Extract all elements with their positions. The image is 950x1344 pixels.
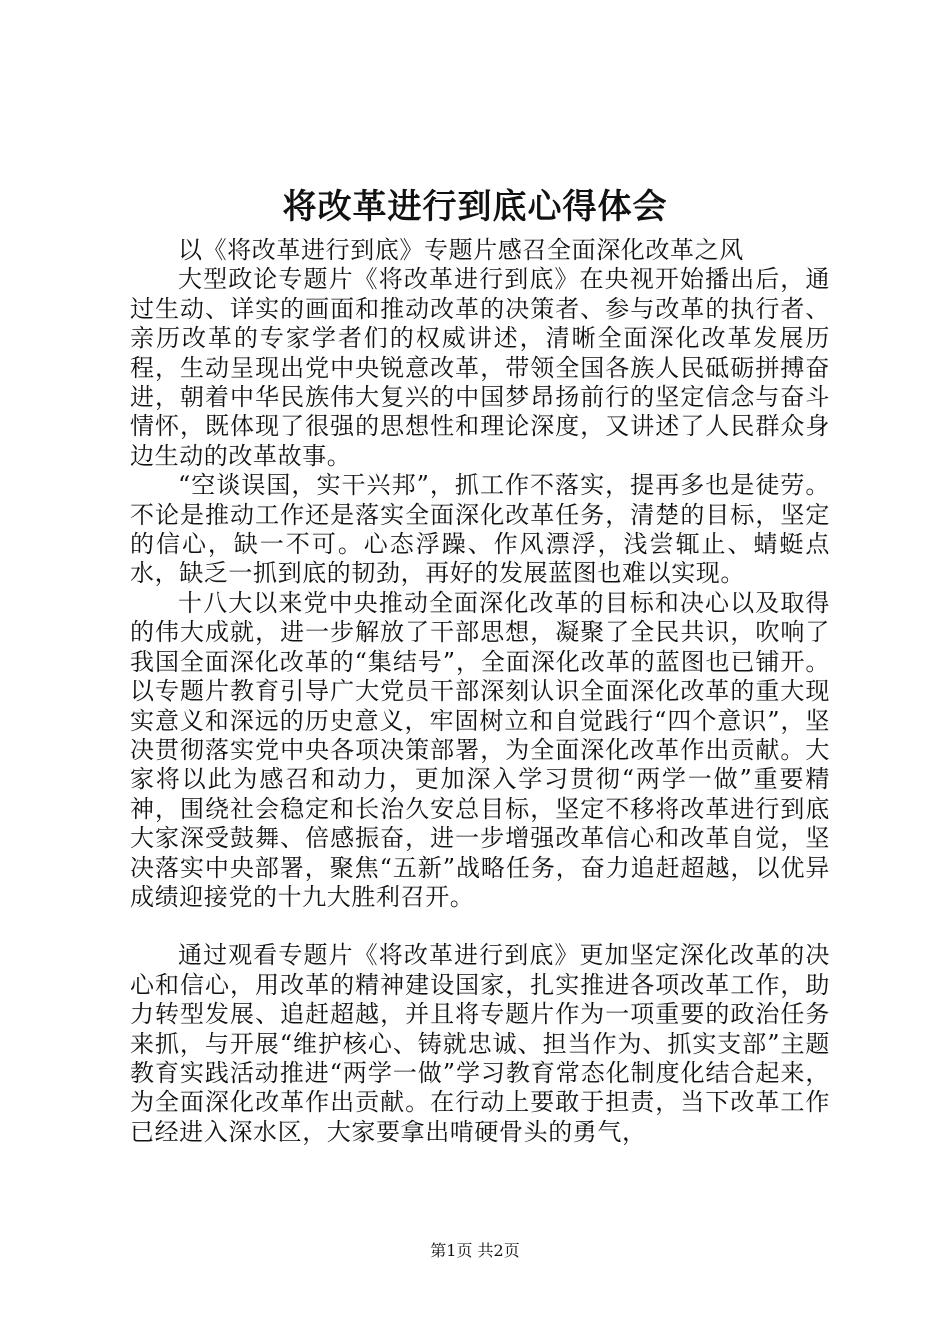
page-number: 第1页 共2页 bbox=[430, 1241, 520, 1260]
document-body bbox=[130, 236, 830, 1147]
body-paragraph-2: “空谈误国，实干兴邦”，抓工作不落实，提再多也是徒劳。不论是推动工作还是落实全面深化改革任务，清楚的目标，坚定的信心，缺一不可。心态浮躁、作风漂浮，浅尝辄止、蜻蜓点水，缺乏一抓到底的韧劲，再好的发展蓝图也难以实现。 bbox=[130, 471, 830, 588]
document-title: 将改革进行到底心得体会 bbox=[282, 187, 668, 227]
body-paragraph-4: 通过观看专题片《将改革进行到底》更加坚定深化改革的决心和信心，用改革的精神建设国家，扎实推进各项改革工作，助力转型发展、追赶超越，并且将专题片作为一项重要的政治任务来抓，与开展“维护核心、铸就忠诚、担当作为、抓实支部”主题教育实践活动推进“两学一做”学习教育常态化制度化结合起来，为全面深化改革作出贡献。在行动上要敢于担责，当下改革工作已经进入深水区，大家要拿出啃硬骨头的勇气， bbox=[130, 941, 830, 1146]
body-paragraph-3: 十八大以来党中央推动全面深化改革的目标和决心以及取得的伟大成就，进一步解放了干部思想，凝聚了全民共识，吹响了我国全面深化改革的“集结号”，全面深化改革的蓝图也已铺开。以专题片教育引导广大党员干部深刻认识全面深化改革的重大现实意义和深远的历史意义，牢固树立和自觉践行“四个意识”，坚决贯彻落实党中央各项决策部署，为全面深化改革作出贡献。大家将以此为感召和动力，更加深入学习贯彻“两学一做”重要精神，围绕社会稳定和长治久安总目标，坚定不移将改革进行到底大家深受鼓舞、倍感振奋，进一步增强改革信心和改革自觉，坚决落实中央部署，聚焦“五新”战略任务，奋力追赶超越，以优异成绩迎接党的十九大胜利召开。 bbox=[130, 588, 830, 911]
subtitle-paragraph: 以《将改革进行到底》专题片感召全面深化改革之风 bbox=[178, 236, 744, 264]
body-paragraph-1: 大型政论专题片《将改革进行到底》在央视开始播出后，通过生动、详实的画面和推动改革的决策者、参与改革的执行者、亲历改革的专家学者们的权威讲述，清晰全面深化改革发展历程，生动呈现出党中央锐意改革，带领全国各族人民砥砺拼搏奋进，朝着中华民族伟大复兴的中国梦昂扬前行的坚定信念与奋斗情怀，既体现了很强的思想性和理论深度，又讲述了人民群众身边生动的改革故事。 bbox=[130, 265, 830, 470]
